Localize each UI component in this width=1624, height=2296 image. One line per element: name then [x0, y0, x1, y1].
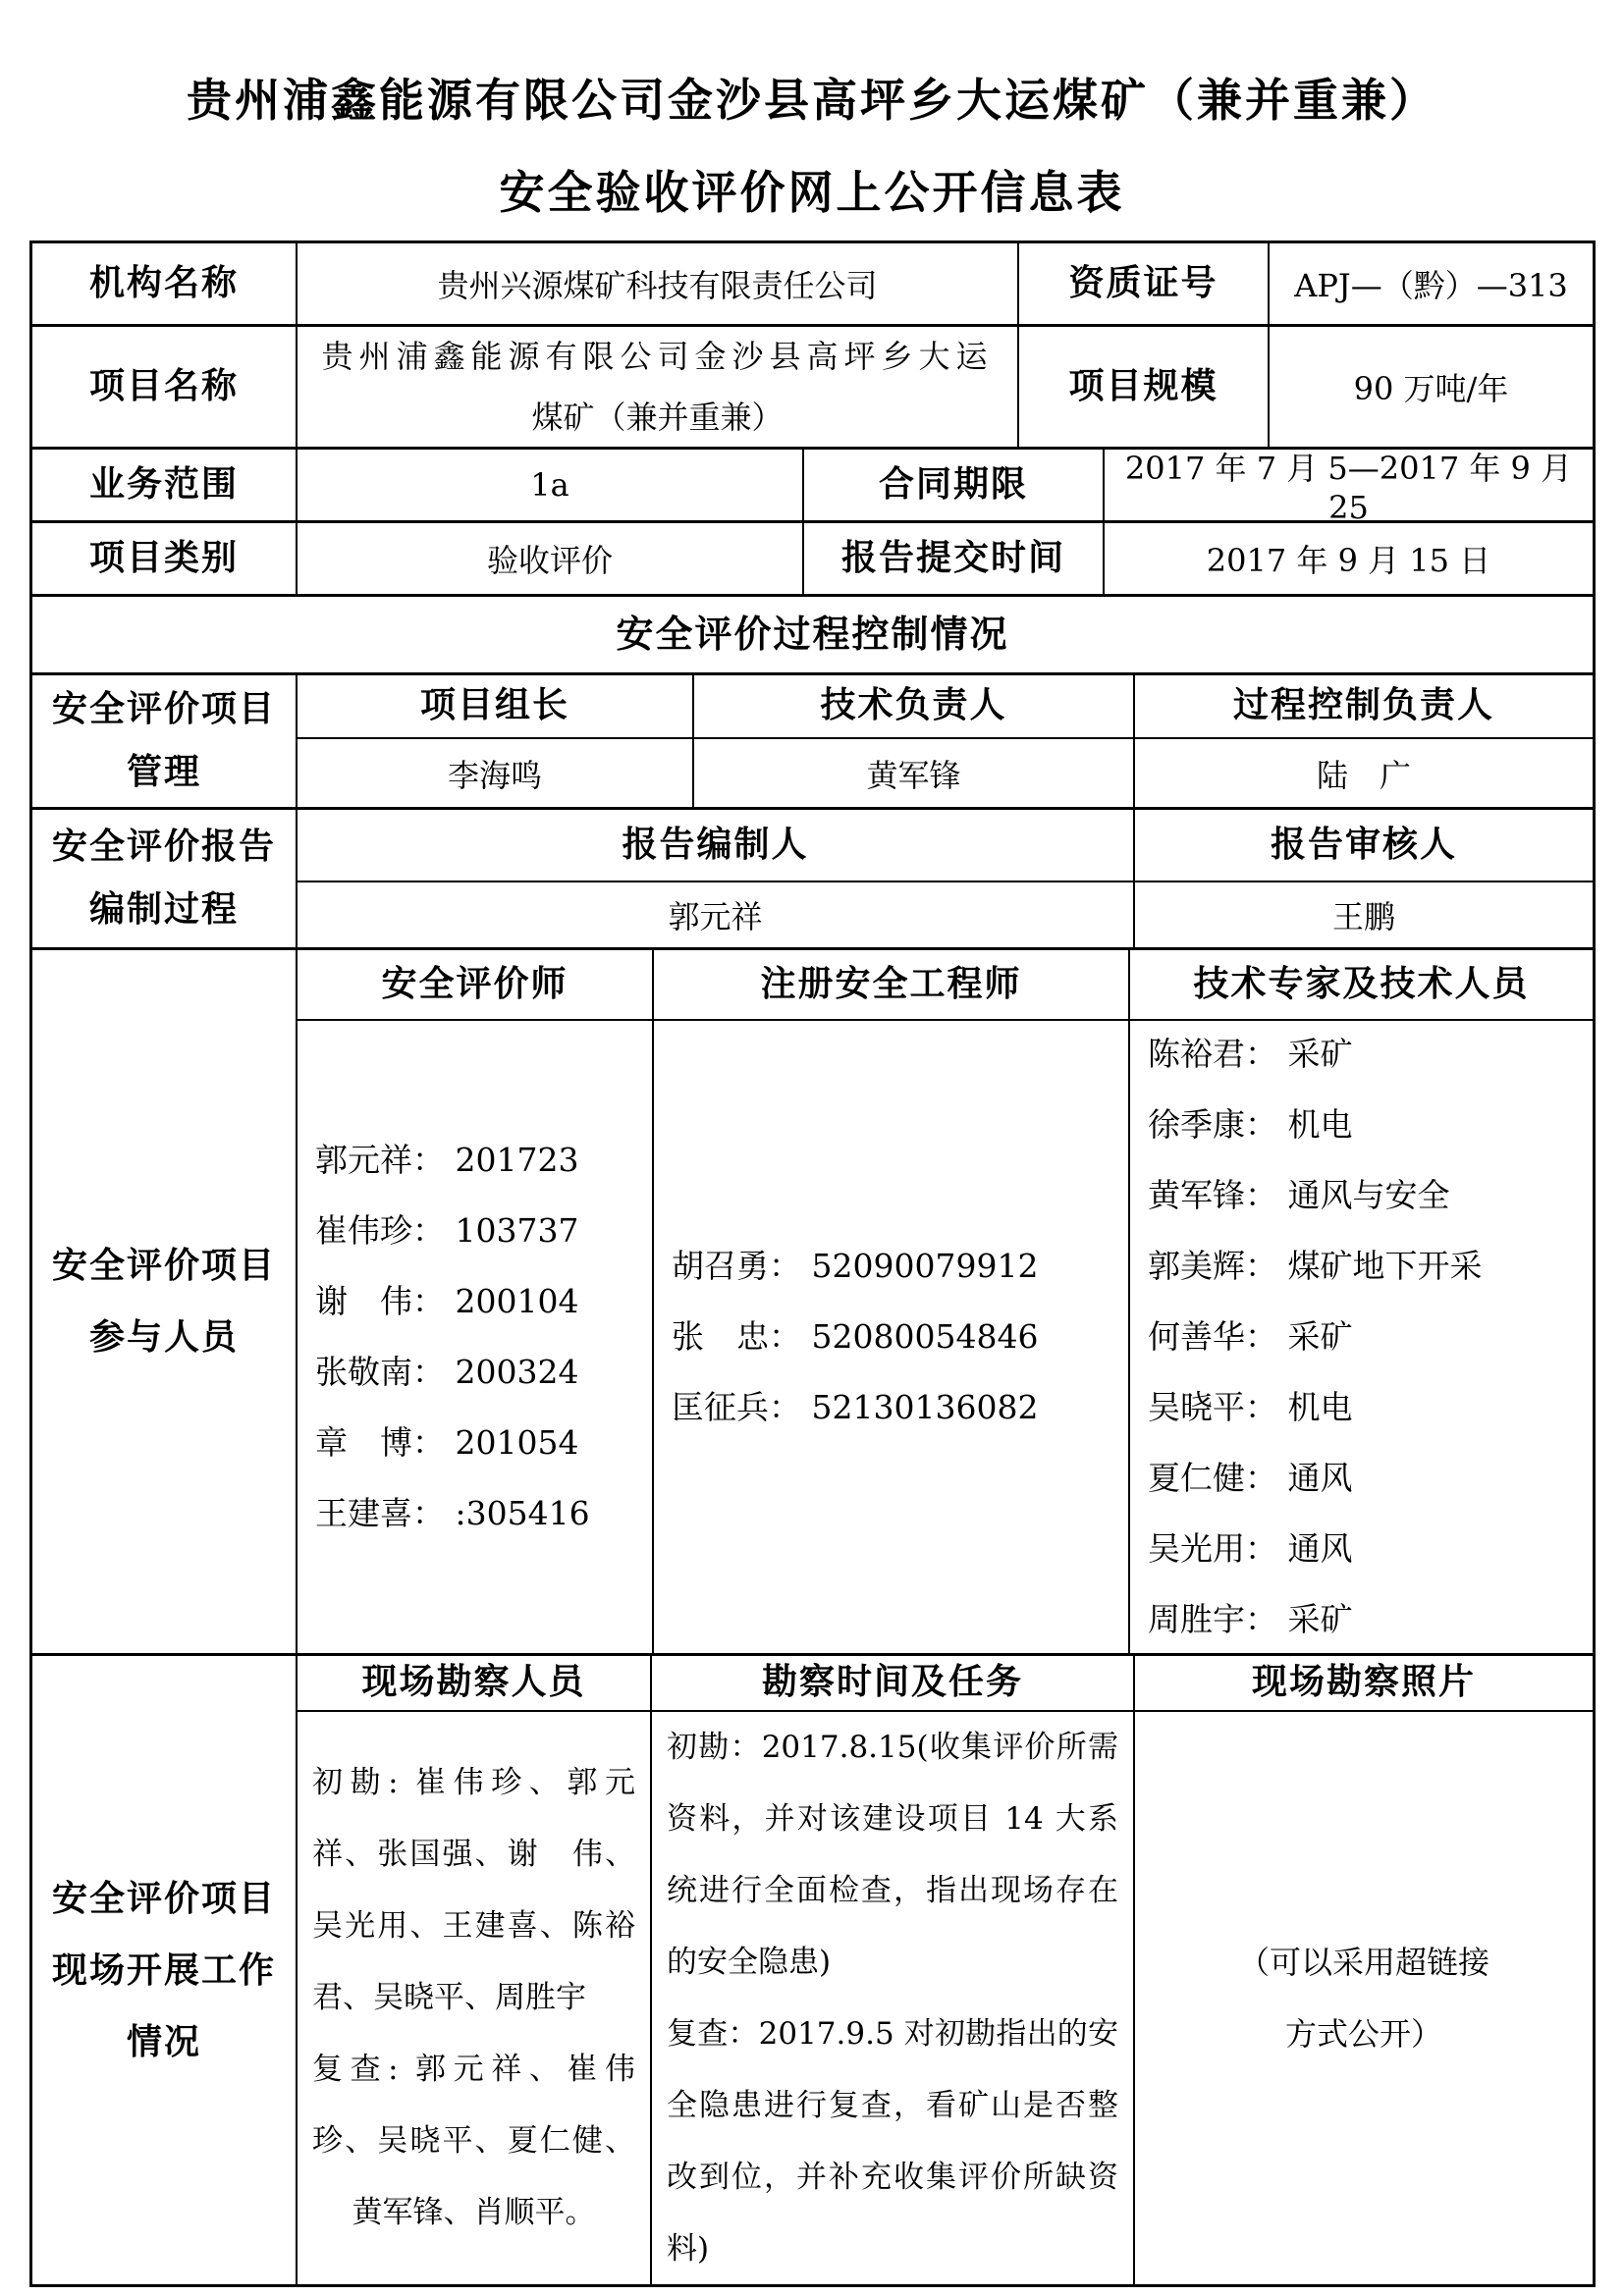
document-title-line2: 安全验收评价网上公开信息表 [499, 166, 1125, 219]
expert-item: 黄军锋： 通风与安全 [1148, 1176, 1450, 1214]
cert-no-value: APJ—（黔）—313 [1294, 267, 1568, 304]
table-row-category [32, 523, 1593, 597]
contract-period-label: 合同期限 [804, 450, 1105, 520]
project-management-value-row [298, 739, 1593, 807]
tech-lead-value: 黄军锋 [694, 739, 1135, 807]
evaluator-item: 章 博： 201054 [315, 1423, 579, 1462]
evaluator-item: 谢 伟： 200104 [315, 1282, 579, 1320]
photo-note-line2: 方式公开） [1284, 2014, 1442, 2053]
site-survey-personnel-cell [298, 1712, 652, 2284]
engineer-item: 胡召勇： 52090079912 [672, 1247, 1039, 1285]
participants-row-label: 安全评价项目参与人员 [32, 950, 298, 1653]
initial-survey-task: 初勘：2017.8.15(收集评价所需资料，并对该建设项目 14 大系统进行全面检查，指出现场存在的安全隐患) [667, 1729, 1118, 1980]
section-fieldwork [32, 1656, 1593, 2284]
report-submit-label: 报告提交时间 [804, 523, 1105, 594]
project-management-header-row [298, 675, 1593, 739]
table-row-business [32, 450, 1593, 526]
business-scope-label: 业务范围 [32, 450, 298, 520]
org-name-value: 贵州兴源煤矿科技有限责任公司 [298, 243, 1019, 324]
table-row-project [32, 327, 1593, 450]
report-author-value: 郭元祥 [298, 882, 1135, 947]
project-name-label: 项目名称 [32, 327, 298, 447]
fieldwork-subgrid [298, 1656, 1593, 2284]
survey-time-task-cell [652, 1712, 1135, 2284]
public-info-table [29, 240, 1596, 2287]
tech-lead-label: 技术负责人 [694, 675, 1135, 737]
photo-note-line1: （可以采用超链接 [1237, 1943, 1489, 1981]
project-scale-value: 90 万吨/年 [1353, 370, 1509, 407]
business-scope-value: 1a [298, 450, 804, 520]
fieldwork-content-row [298, 1712, 1593, 2284]
expert-item: 夏仁健： 通风 [1148, 1459, 1353, 1497]
site-survey-photo-header: 现场勘察照片 [1251, 1662, 1476, 1703]
project-management-row-label: 安全评价项目管理 [32, 675, 298, 807]
report-reviewer-label: 报告审核人 [1270, 824, 1457, 865]
project-name-value-line2: 煤矿（兼并重兼） [531, 399, 784, 436]
cert-no-label: 资质证号 [1019, 243, 1270, 324]
process-control-lead-label: 过程控制负责人 [1232, 685, 1494, 726]
expert-item: 吴晓平： 机电 [1148, 1388, 1353, 1426]
contract-period-value: 2017 年 7 月 5—2017 年 9 月 25 [1124, 450, 1573, 526]
section-participants [32, 950, 1593, 1656]
evaluator-item: 郭元祥： 201723 [315, 1141, 579, 1179]
report-compilation-value-row [298, 882, 1593, 947]
evaluator-item: 王建喜： :305416 [315, 1494, 590, 1532]
expert-item: 吴光用： 通风 [1148, 1529, 1353, 1568]
project-category-label: 项目类别 [32, 523, 298, 594]
expert-item: 郭美辉： 煤矿地下开采 [1148, 1247, 1483, 1285]
survey-time-task-header: 勘察时间及任务 [652, 1656, 1135, 1710]
report-compilation-row-label: 安全评价报告编制过程 [32, 810, 298, 947]
report-author-label: 报告编制人 [298, 810, 1135, 881]
registered-engineer-list [654, 1021, 1130, 1653]
participants-header-row [298, 950, 1593, 1021]
report-reviewer-value: 王鹏 [1331, 898, 1395, 935]
report-compilation-subgrid [298, 810, 1593, 947]
fieldwork-header-row [298, 1656, 1593, 1712]
technical-expert-list [1130, 1021, 1593, 1653]
recheck-task: 复查：2017.9.5 对初勘指出的安全隐患进行复查，看矿山是否整改到位，并补充收集评价所缺资料) [667, 2015, 1118, 2267]
expert-item: 何善华： 采矿 [1148, 1317, 1353, 1356]
participants-subgrid [298, 950, 1593, 1653]
registered-engineer-header: 注册安全工程师 [654, 950, 1130, 1019]
project-leader-value: 李海鸣 [298, 739, 694, 807]
document-title-line1: 贵州浦鑫能源有限公司金沙县高坪乡大运煤矿（兼并重兼） [187, 74, 1437, 127]
engineer-item: 张 忠： 52080054846 [672, 1317, 1039, 1356]
site-survey-photo-cell [1135, 1712, 1593, 2284]
evaluator-item: 崔伟珍： 103737 [315, 1211, 579, 1250]
initial-survey-personnel: 初勘: 崔伟珍、郭元祥、张国强、谢 伟、吴光用、王建喜、陈裕君、吴晓平、周胜宇 [312, 1765, 635, 2015]
table-row-process-control-header [32, 597, 1593, 675]
fieldwork-row-label: 安全评价项目现场开展工作情况 [32, 1656, 298, 2284]
engineer-item: 匡征兵： 52130136082 [672, 1388, 1039, 1426]
project-scale-label: 项目规模 [1019, 327, 1270, 447]
participants-content-row [298, 1021, 1593, 1653]
project-category-value: 验收评价 [298, 523, 804, 594]
project-leader-label: 项目组长 [298, 675, 694, 737]
evaluator-item: 张敬南： 200324 [315, 1353, 579, 1391]
project-name-value [298, 327, 1019, 447]
report-compilation-header-row [298, 810, 1593, 882]
expert-item: 陈裕君： 采矿 [1148, 1035, 1353, 1073]
site-survey-personnel-header: 现场勘察人员 [298, 1656, 652, 1710]
org-name-label: 机构名称 [32, 243, 298, 324]
process-control-section-title: 安全评价过程控制情况 [616, 612, 1009, 656]
expert-item: 徐季康： 机电 [1148, 1105, 1353, 1144]
section-project-management [32, 675, 1593, 810]
recheck-personnel: 复查: 郭元祥、崔伟珍、吴晓平、夏仁健、黄军锋、肖顺平。 [312, 2052, 635, 2230]
table-row-org [32, 243, 1593, 327]
report-submit-value: 2017 年 9 月 15 日 [1206, 542, 1491, 579]
safety-evaluator-header: 安全评价师 [298, 950, 654, 1019]
section-report-compilation [32, 810, 1593, 950]
safety-evaluator-list [298, 1021, 654, 1653]
technical-expert-header: 技术专家及技术人员 [1193, 963, 1530, 1004]
process-control-lead-value: 陆 广 [1316, 756, 1411, 794]
expert-item: 周胜宇： 采矿 [1148, 1600, 1353, 1638]
project-management-subgrid [298, 675, 1593, 807]
project-name-value-line1: 贵州浦鑫能源有限公司金沙县高坪乡大运 [321, 338, 994, 375]
